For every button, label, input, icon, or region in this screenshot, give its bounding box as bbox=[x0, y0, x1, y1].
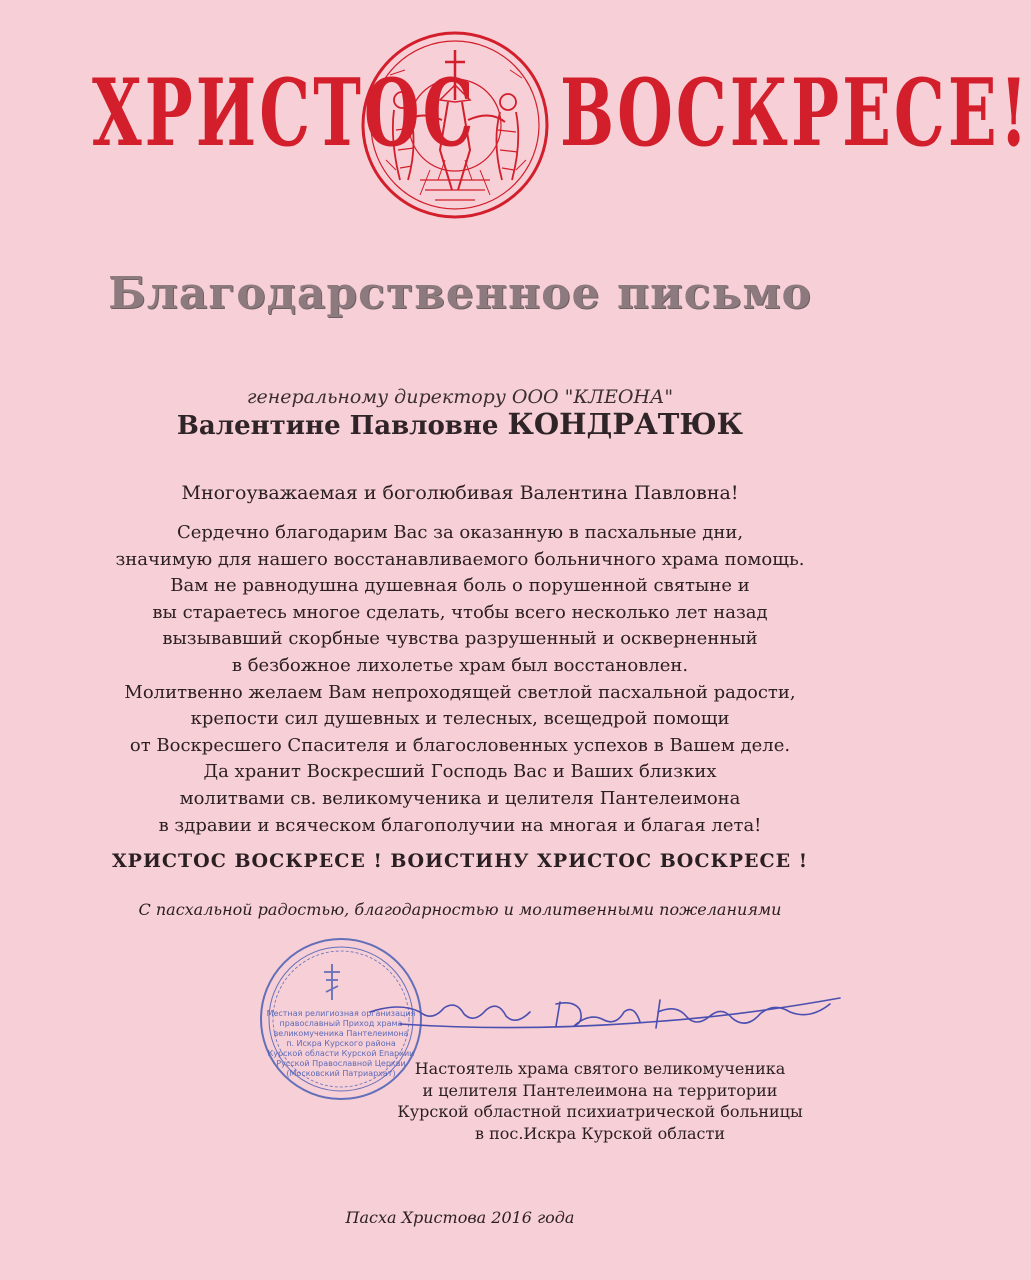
signer-line: Настоятель храма святого великомученика bbox=[414, 1059, 786, 1078]
stamp-line: православный Приход храма bbox=[279, 1019, 403, 1028]
resurrection-icon-emblem bbox=[360, 30, 550, 220]
letter-body bbox=[100, 520, 820, 839]
recipient-position: генеральному директору ООО "КЛЕОНА" bbox=[246, 386, 674, 408]
letter-title: Благодарственное письмо bbox=[108, 268, 812, 319]
body-line: в безбожное лихолетье храм был восстановлен. bbox=[231, 654, 689, 676]
stamp-line: великомученика Пантелеимона bbox=[273, 1029, 409, 1038]
header-word-left: ХРИСТОС bbox=[92, 59, 477, 169]
body-line: молитвами св. великомученика и целителя Пантелеимона bbox=[179, 787, 741, 809]
body-line: Молитвенно желаем Вам непроходящей светлой пасхальной радости, bbox=[124, 681, 796, 703]
body-line: Да хранит Воскресший Господь Вас и Ваших близких bbox=[203, 761, 717, 783]
closing-line: С пасхальной радостью, благодарностью и молитвенными пожеланиями bbox=[138, 900, 782, 919]
body-line: крепости сил душевных и телесных, всещедрой помощи bbox=[190, 708, 730, 730]
letter-date: Пасха Христова 2016 года bbox=[345, 1208, 575, 1227]
stamp-line: п. Искра Курского района bbox=[286, 1039, 396, 1048]
body-line: в здравии и всяческом благополучии на многая и благая лета! bbox=[158, 814, 762, 836]
easter-exclamation: ХРИСТОС ВОСКРЕСЕ ! ВОИСТИНУ ХРИСТОС ВОСКРЕСЕ ! bbox=[111, 850, 809, 872]
signer-line: Курской областной психиатрической больницы bbox=[397, 1102, 803, 1121]
recipient-surname: КОНДРАТЮК bbox=[507, 407, 744, 441]
signer-block bbox=[360, 1058, 840, 1144]
body-line: значимую для нашего восстанавливаемого больничного храма помощь. bbox=[115, 548, 805, 570]
body-line: Вам не равнодушна душевная боль о порушенной святыне и bbox=[170, 575, 750, 597]
stamp-line: Русской Православной Церкви bbox=[276, 1059, 406, 1068]
body-line: вызывавший скорбные чувства разрушенный и оскверненный bbox=[162, 628, 758, 650]
recipient-name-block bbox=[0, 407, 920, 441]
stamp-line: Курской области Курской Епархии bbox=[267, 1049, 415, 1058]
header-word-right: ВОСКРЕСЕ! bbox=[560, 59, 1031, 169]
recipient-name: Валентине Павловне bbox=[176, 411, 499, 441]
stamp-line: (Московский Патриархат) bbox=[286, 1069, 396, 1078]
body-line: от Воскресшего Спасителя и благословенных успехов в Вашем деле. bbox=[129, 734, 791, 756]
stamp-line: Местная религиозная организация bbox=[266, 1009, 416, 1018]
salutation: Многоуважаемая и боголюбивая Валентина Павловна! bbox=[181, 482, 739, 504]
body-line: вы стараетесь многое сделать, чтобы всего несколько лет назад bbox=[152, 601, 768, 623]
body-line: Сердечно благодарим Вас за оказанную в пасхальные дни, bbox=[176, 522, 744, 543]
signer-line: и целителя Пантелеимона на территории bbox=[422, 1080, 778, 1100]
signer-line: в пос.Искра Курской области bbox=[474, 1123, 726, 1143]
handwritten-signature bbox=[360, 982, 850, 1044]
